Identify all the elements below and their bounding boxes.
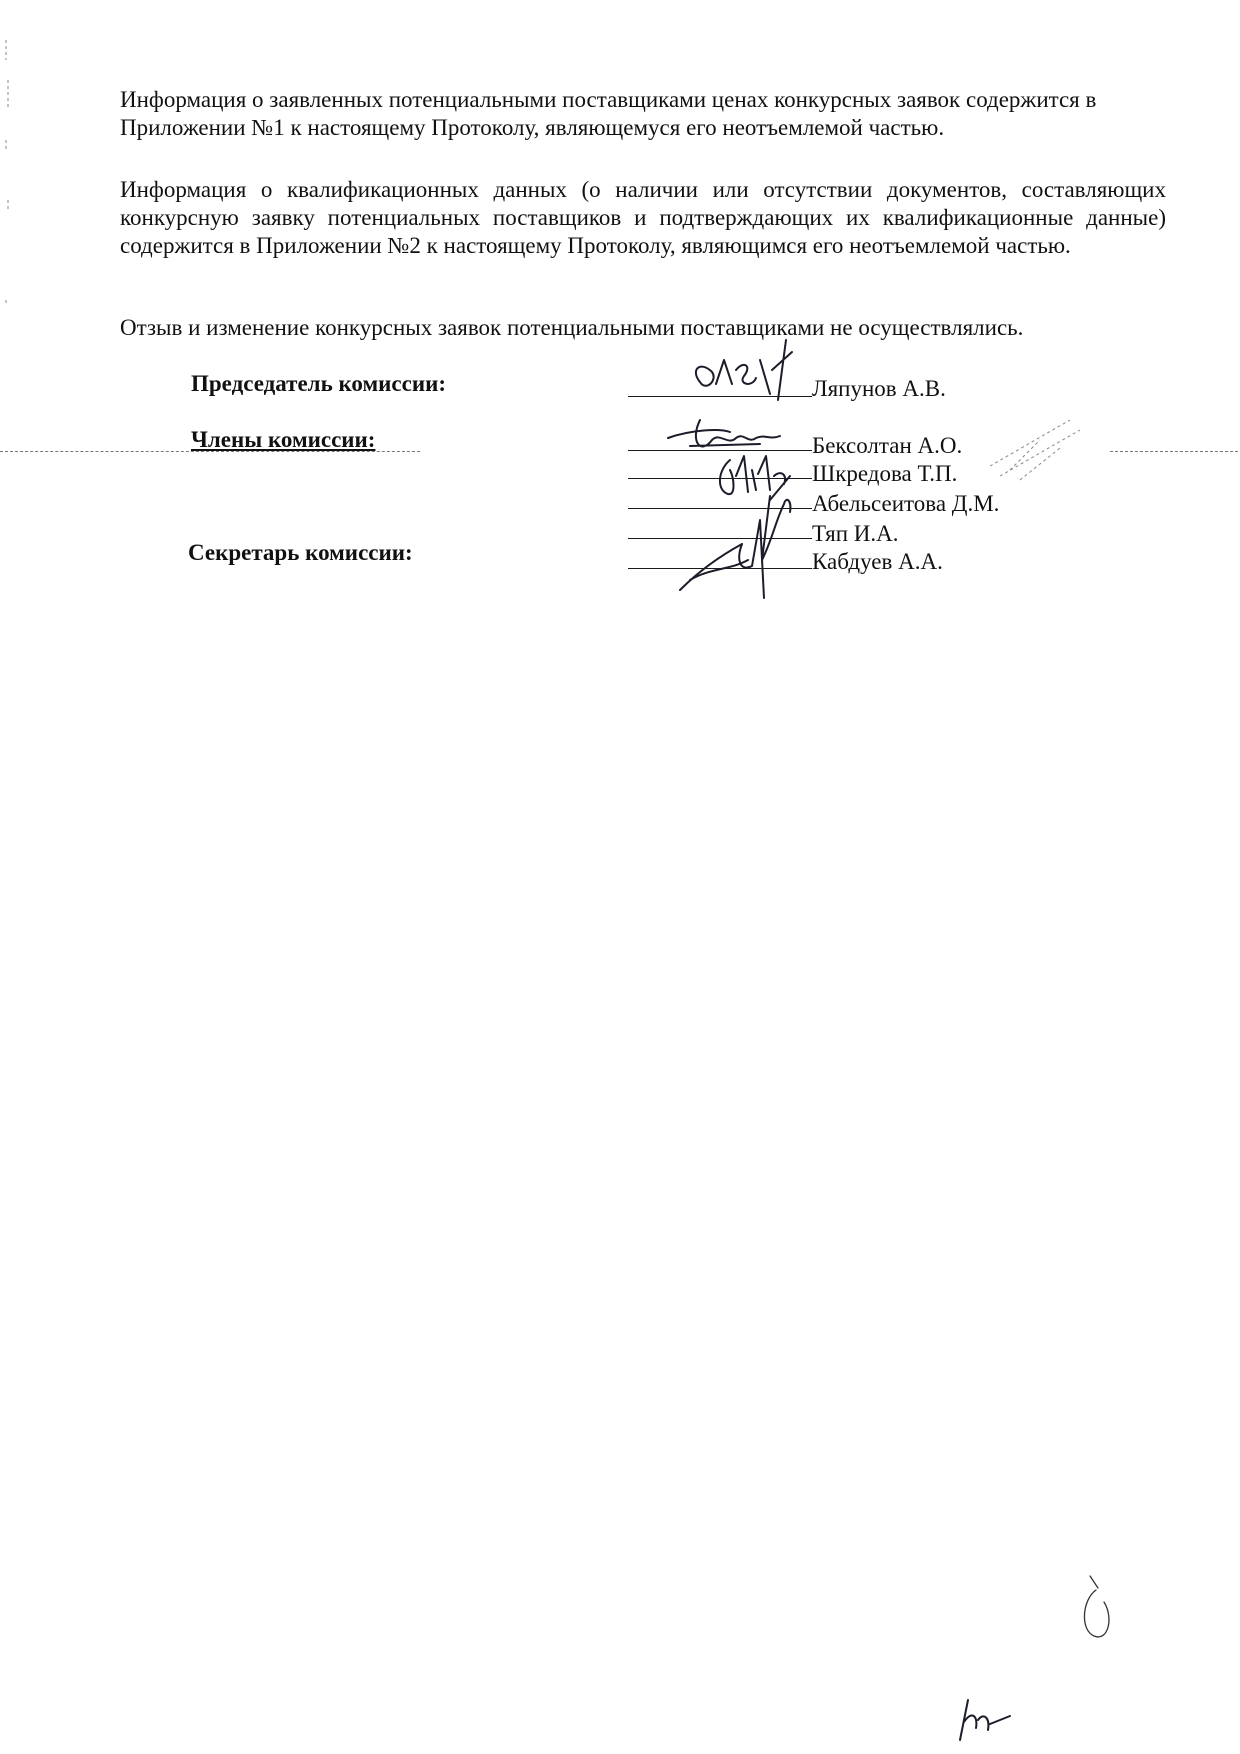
chairman-label: Председатель комиссии: bbox=[191, 371, 446, 396]
paragraph-prices-info: Информация о заявленных потенциальными поставщиками ценах конкурсных заявок содержится в Приложении №1 к настоящему Протоколу, являющемуся его неотъемлемой частью. bbox=[120, 87, 1097, 140]
scan-edge-marks bbox=[6, 40, 8, 306]
signature-line-member bbox=[628, 478, 812, 479]
signature-line-chairman bbox=[628, 396, 812, 397]
signature-member-1 bbox=[668, 420, 780, 447]
signatory-name-chairman: Ляпунов А.В. bbox=[812, 376, 946, 401]
paragraph-qualification-info: Информация о квалификационных данных (о наличии или отсутствии документов, составляющих конкурсную заявку потенциальных поставщиков и подтверждающих их квалификационные данные) содержится в Приложении №2 к настоящему Протоколу, являющимся его неотъемлемой частью. bbox=[120, 177, 1166, 258]
signatory-name-member: Тяп И.А. bbox=[812, 521, 899, 546]
scan-artifact-line bbox=[1110, 451, 1238, 452]
signature-line-member bbox=[628, 508, 812, 509]
signatory-name-member: Абельсеитова Д.М. bbox=[812, 491, 1000, 516]
signatory-name-member: Шкредова Т.П. bbox=[812, 461, 958, 486]
scan-artifact-line bbox=[0, 451, 420, 452]
secretary-label: Секретарь комиссии: bbox=[188, 540, 413, 565]
paragraph-withdrawal-info: Отзыв и изменение конкурсных заявок потенциальными поставщиками не осуществлялись. bbox=[120, 315, 1024, 340]
signature-line-member bbox=[628, 450, 812, 451]
signatory-name-secretary: Кабдуев А.А. bbox=[812, 549, 943, 574]
signature-secretary bbox=[680, 520, 764, 598]
signature-chairman bbox=[696, 340, 792, 400]
page-initials bbox=[960, 1576, 1109, 1740]
signature-line-member bbox=[628, 538, 812, 539]
members-label: Члены комиссии: bbox=[191, 427, 376, 452]
signature-line-secretary bbox=[628, 568, 812, 569]
signature-member-3 bbox=[762, 496, 790, 560]
faint-marks bbox=[990, 420, 1080, 480]
signatory-name-member: Бексолтан А.О. bbox=[812, 433, 963, 458]
